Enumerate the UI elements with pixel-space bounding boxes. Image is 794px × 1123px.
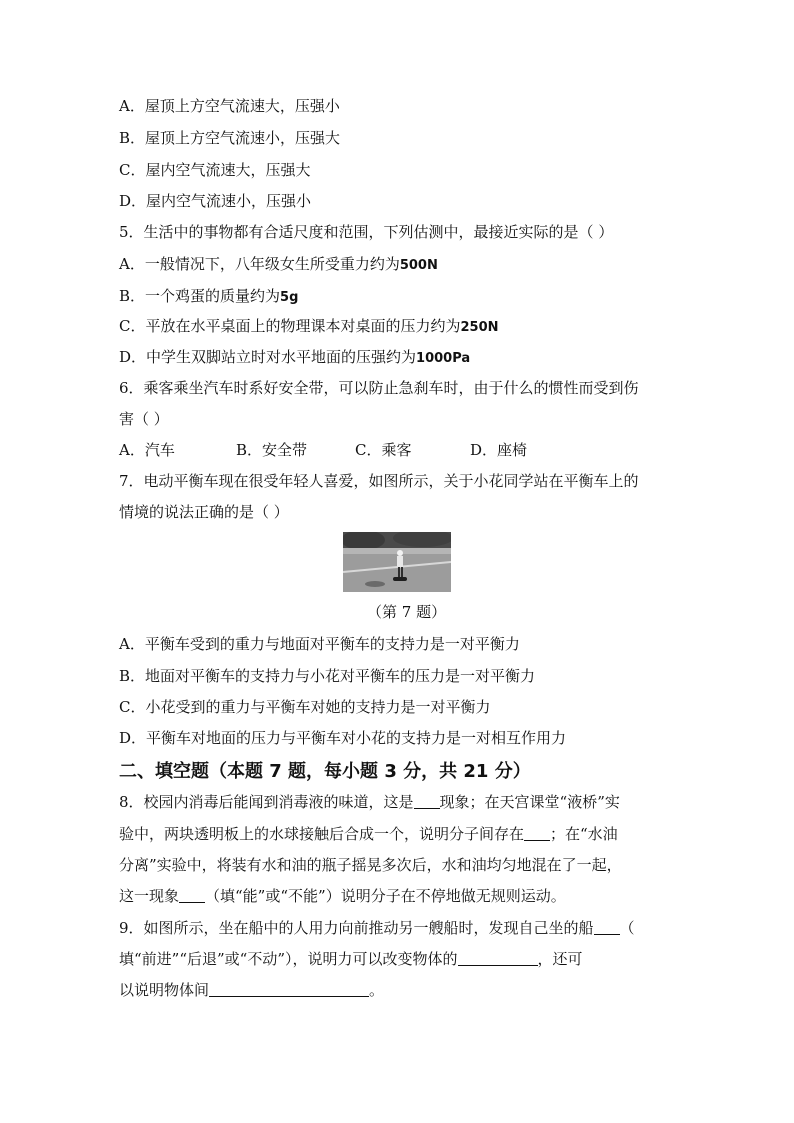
- q9-line2-text-a: 填“前进”“后退”或“不动”），说明力可以改变物体的: [119, 950, 458, 968]
- q5-option-a-text: A．一般情况下，八年级女生所受重力约为: [119, 255, 400, 273]
- q5-option-d-text: D．中学生双脚站立时对水平地面的压强约为: [119, 348, 417, 366]
- q8-line4: [119, 886, 566, 906]
- q8-line2-text-a: 验中，两块透明板上的水球接触后合成一个，说明分子间存在: [119, 825, 525, 843]
- q5-option-b-value: 5g: [280, 290, 299, 305]
- q6-option-a: A．汽车: [119, 441, 175, 459]
- q7-stem-line1: 7．电动平衡车现在很受年轻人喜爱，如图所示，关于小花同学站在平衡车上的: [119, 472, 639, 490]
- section-heading-fill-in: 二、填空题（本题 7 题，每小题 3 分，共 21 分）: [119, 761, 531, 782]
- q5-option-a: [119, 254, 438, 276]
- q7-stem-line2: 情境的说法正确的是（ ）: [119, 503, 289, 521]
- q5-stem: 5．生活中的事物都有合适尺度和范围，下列估测中，最接近实际的是（ ）: [119, 223, 614, 241]
- q6-option-b: B．安全带: [236, 441, 308, 459]
- q4-option-a: A．屋顶上方空气流速大，压强小: [119, 97, 340, 115]
- q8-line1-text-a: 8．校园内消毒后能闻到消毒液的味道，这是: [119, 793, 414, 811]
- q5-option-c-value: 250N: [460, 320, 499, 335]
- q8-blank-1[interactable]: [414, 793, 440, 809]
- q6-options: [119, 440, 527, 460]
- q6-stem-line2: 害（ ）: [119, 410, 169, 428]
- q4-option-d: D．屋内空气流速小，压强小: [119, 192, 312, 210]
- q8-line4-text-a: 这一现象: [119, 887, 180, 905]
- q8-line3: 分离”实验中，将装有水和油的瓶子摇晃多次后，水和油均匀地混在了一起，: [119, 856, 622, 874]
- q9-line3: [119, 980, 384, 1000]
- q9-line2-text-b: ，还可: [537, 950, 583, 968]
- q9-line2: [119, 949, 583, 969]
- q9-line3-text-b: 。: [369, 981, 385, 999]
- q9-blank-2[interactable]: [458, 950, 538, 966]
- q4-option-b: B．屋顶上方空气流速小，压强大: [119, 129, 341, 147]
- q8-line1: [119, 792, 620, 812]
- q9-line1-text-b: （: [619, 919, 635, 937]
- q8-blank-2[interactable]: [524, 825, 550, 841]
- q6-option-c: C．乘客: [355, 441, 412, 459]
- q4-option-c: C．屋内空气流速大，压强大: [119, 161, 311, 179]
- q8-line1-text-b: 现象；在天宫课堂“液桥”实: [439, 793, 620, 811]
- q5-option-b-text: B．一个鸡蛋的质量约为: [119, 287, 281, 305]
- q8-line2-text-b: ；在“水油: [550, 825, 618, 843]
- q5-option-c: [119, 316, 499, 338]
- q5-option-a-value: 500N: [399, 258, 438, 273]
- q8-line2: [119, 824, 618, 844]
- q8-blank-3[interactable]: [179, 887, 205, 903]
- q7-balance-car-photo: [343, 532, 451, 592]
- q7-figure-caption: （第 7 题）: [367, 603, 447, 621]
- q9-line1-text-a: 9．如图所示，坐在船中的人用力向前推动另一艘船时，发现自己坐的船: [119, 919, 594, 937]
- q6-option-d: D．座椅: [470, 441, 528, 459]
- q7-option-d: D．平衡车对地面的压力与平衡车对小花的支持力是一对相互作用力: [119, 729, 567, 747]
- q7-option-b: B．地面对平衡车的支持力与小花对平衡车的压力是一对平衡力: [119, 667, 536, 685]
- q9-blank-1[interactable]: [594, 919, 620, 935]
- q9-line1: [119, 918, 635, 938]
- q9-line3-text-a: 以说明物体间: [119, 981, 210, 999]
- q5-option-d: [119, 347, 470, 369]
- q7-option-c: C．小花受到的重力与平衡车对她的支持力是一对平衡力: [119, 698, 491, 716]
- q8-line4-text-b: （填“能”或“不能”）说明分子在不停地做无规则运动。: [205, 887, 566, 905]
- q9-blank-3[interactable]: [209, 981, 369, 997]
- q5-option-b: [119, 286, 298, 308]
- q6-stem-line1: 6．乘客乘坐汽车时系好安全带，可以防止急刹车时，由于什么的惯性而受到伤: [119, 379, 639, 397]
- q5-option-c-text: C．平放在水平桌面上的物理课本对桌面的压力约为: [119, 317, 461, 335]
- q5-option-d-value: 1000Pa: [416, 351, 471, 366]
- q7-option-a: A．平衡车受到的重力与地面对平衡车的支持力是一对平衡力: [119, 635, 520, 653]
